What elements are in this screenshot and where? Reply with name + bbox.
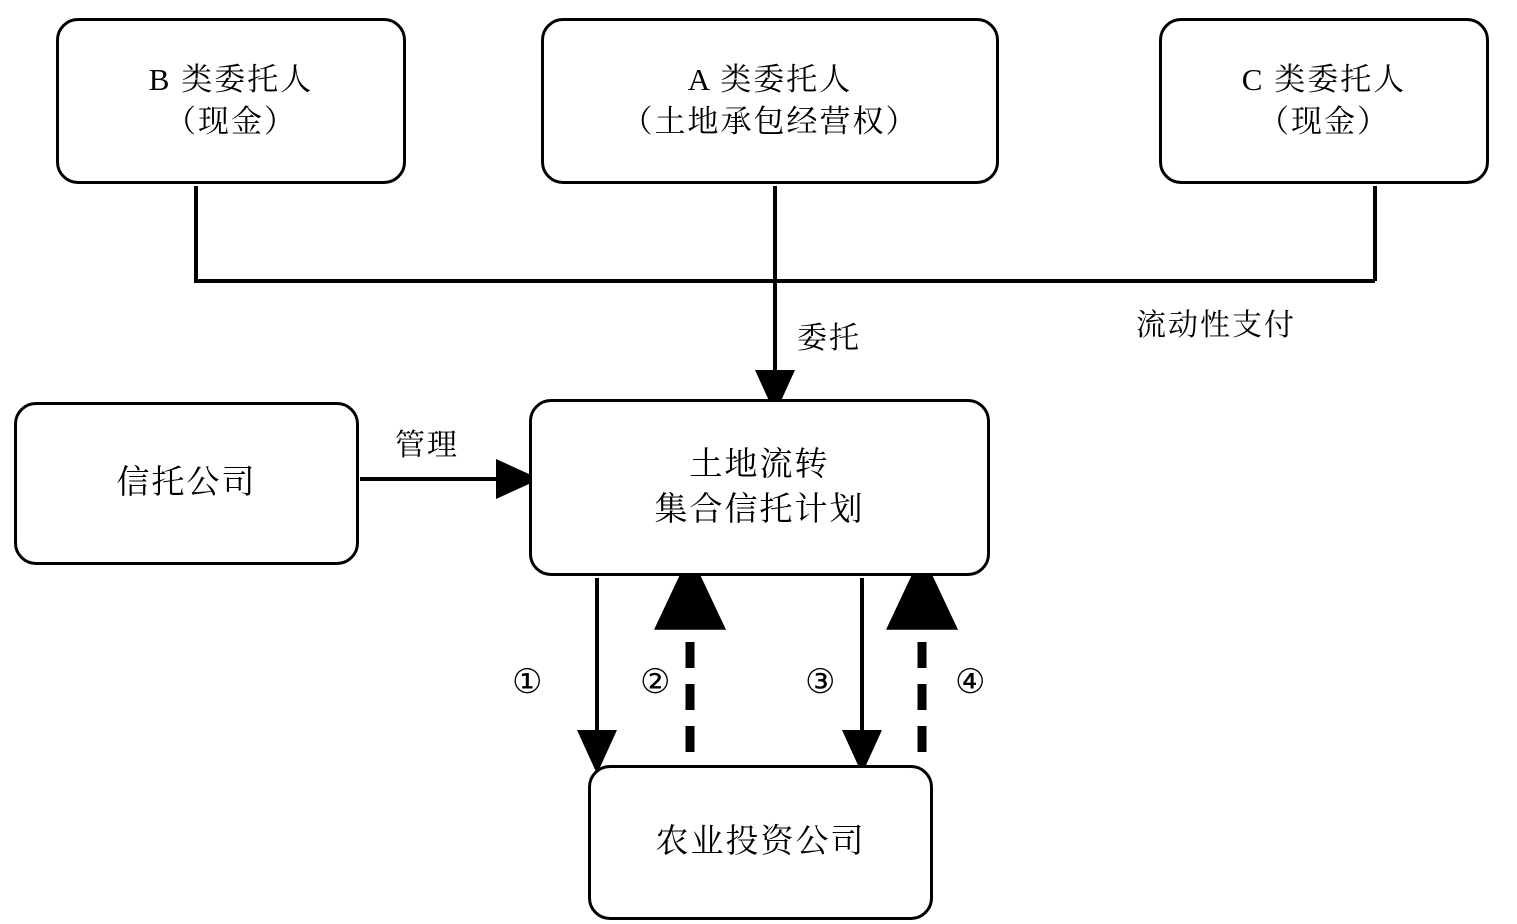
node-client-b — [56, 18, 406, 184]
node-client-c-line1: C 类委托人 — [1241, 62, 1407, 98]
flow-number-two: ② — [640, 662, 671, 702]
node-trust-company-line1: 信托公司 — [116, 465, 257, 502]
flow-number-three: ③ — [805, 662, 836, 702]
flow-number-four: ④ — [955, 662, 986, 702]
node-client-c — [1159, 18, 1489, 184]
edge-label-manage: 管理 — [395, 429, 459, 462]
node-client-b-line1: B 类委托人 — [148, 62, 314, 98]
node-trust-company — [14, 402, 359, 565]
node-agri-investment-line1: 农业投资公司 — [655, 824, 866, 861]
edge-label-liquidity-payment: 流动性支付 — [1136, 309, 1296, 342]
node-trust-plan-line2: 集合信托计划 — [654, 491, 865, 528]
flow-number-one: ① — [512, 662, 543, 702]
node-client-b-line2: （现金） — [165, 104, 297, 139]
node-client-a — [541, 18, 999, 184]
node-trust-plan — [529, 399, 990, 576]
node-trust-plan-line1: 土地流转 — [689, 446, 830, 483]
node-client-a-line2: （土地承包经营权） — [621, 104, 919, 139]
node-client-c-line2: （现金） — [1258, 104, 1390, 139]
node-agri-investment — [588, 765, 933, 920]
node-client-a-line1: A 类委托人 — [687, 62, 853, 98]
edge-label-entrust: 委托 — [797, 322, 861, 355]
